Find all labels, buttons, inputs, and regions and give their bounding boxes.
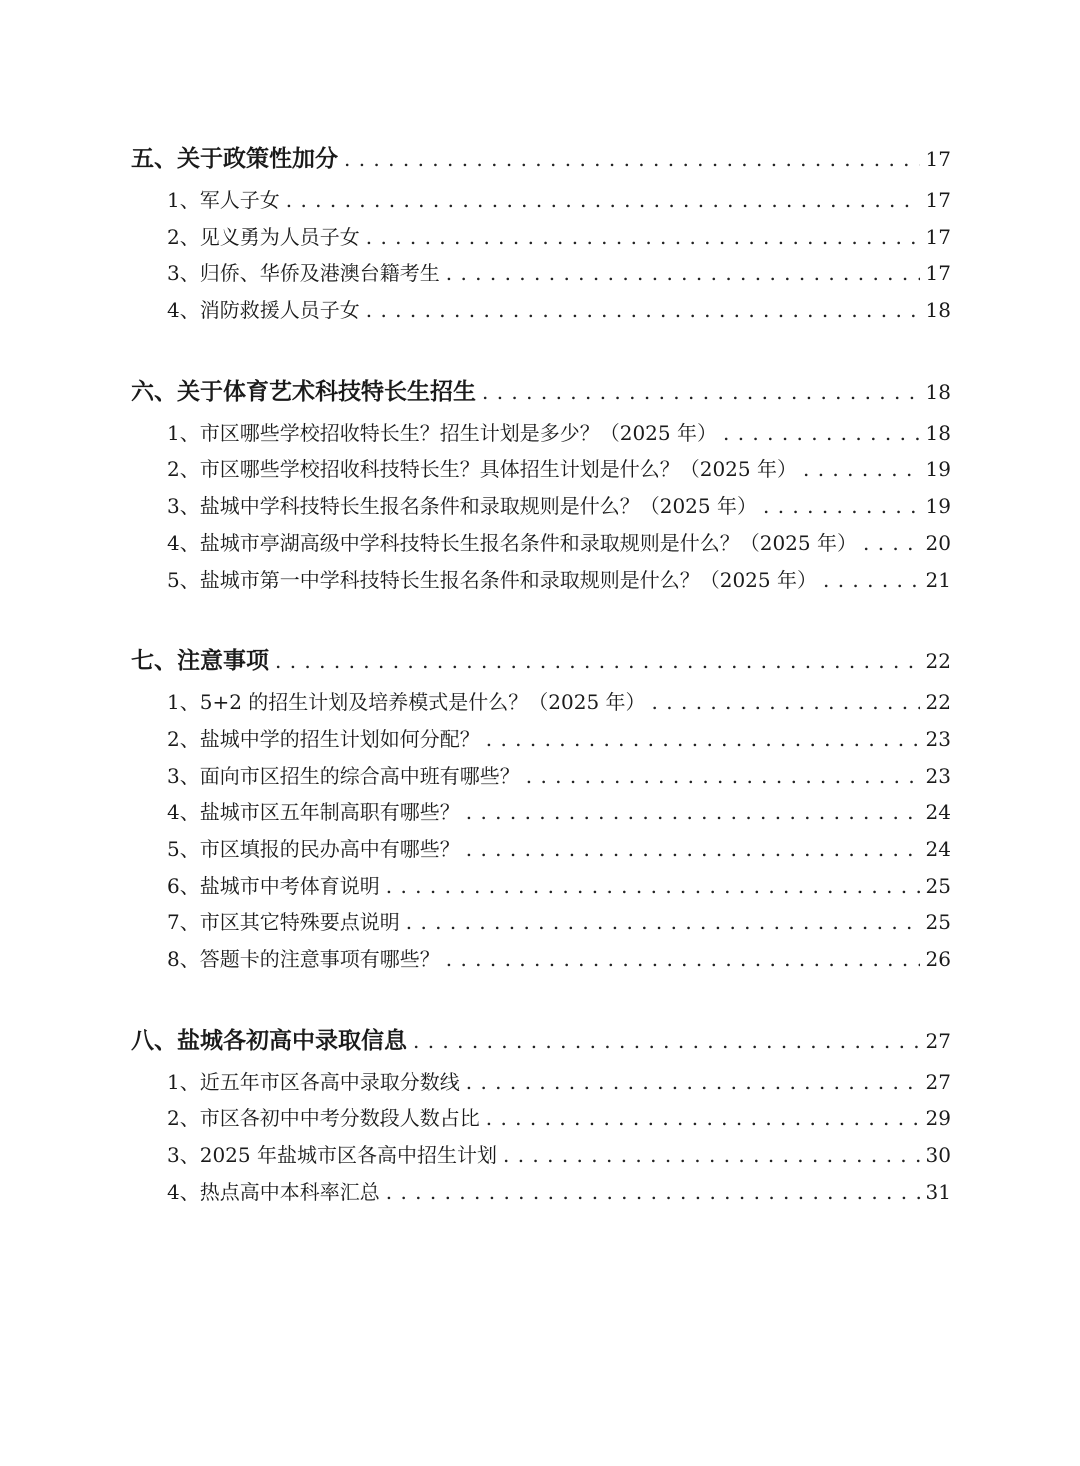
toc-entry[interactable] <box>131 562 951 599</box>
dot-leader <box>386 1174 920 1211</box>
toc-page-number: 27 <box>925 1028 951 1053</box>
toc-entry-title: 4、盐城市区五年制高职有哪些？ <box>167 800 460 825</box>
toc-page-number: 31 <box>925 1179 951 1204</box>
toc-entry-title: 5、市区填报的民办高中有哪些？ <box>167 836 460 861</box>
dot-leader <box>446 255 920 292</box>
toc-entry-title: 4、消防救援人员子女 <box>167 298 360 323</box>
toc-entry-title: 6、盐城市中考体育说明 <box>167 873 380 898</box>
dot-leader <box>413 1018 920 1064</box>
toc-entry[interactable] <box>131 758 951 795</box>
dot-leader <box>466 794 920 831</box>
toc-entry-title: 4、盐城市亭湖高级中学科技特长生报名条件和录取规则是什么？（2025 年） <box>167 530 857 555</box>
toc-entry[interactable] <box>131 219 951 256</box>
dot-leader <box>366 219 920 256</box>
toc-entry[interactable] <box>131 831 951 868</box>
toc-entry-title: 2、市区各初中中考分数段人数占比 <box>167 1106 480 1131</box>
toc-entry[interactable] <box>131 904 951 941</box>
table-of-contents <box>131 136 951 1250</box>
toc-entry[interactable] <box>131 794 951 831</box>
toc-entry[interactable] <box>131 941 951 978</box>
toc-entry[interactable] <box>131 255 951 292</box>
toc-entry-title: 2、盐城中学的招生计划如何分配？ <box>167 726 480 751</box>
toc-page-number: 18 <box>925 420 951 445</box>
dot-leader <box>482 369 920 415</box>
dot-leader <box>286 182 920 219</box>
toc-entry[interactable] <box>131 868 951 905</box>
toc-page-number: 21 <box>925 567 951 592</box>
toc-entry-title: 7、市区其它特殊要点说明 <box>167 910 400 935</box>
dot-leader <box>446 941 920 978</box>
toc-heading[interactable] <box>131 369 951 415</box>
dot-leader <box>763 488 920 525</box>
toc-entry[interactable] <box>131 721 951 758</box>
toc-entry[interactable] <box>131 292 951 329</box>
dot-leader <box>406 904 920 941</box>
toc-entry-title: 1、5+2 的招生计划及培养模式是什么？（2025 年） <box>167 690 646 715</box>
toc-entry-title: 1、市区哪些学校招收特长生？招生计划是多少？（2025 年） <box>167 420 717 445</box>
dot-leader <box>366 292 920 329</box>
dot-leader <box>486 1100 920 1137</box>
toc-page-number: 23 <box>925 763 951 788</box>
toc-page-number: 17 <box>925 147 951 171</box>
toc-entry-title: 3、归侨、华侨及港澳台籍考生 <box>167 261 440 286</box>
dot-leader <box>466 831 920 868</box>
toc-page-number: 26 <box>925 947 951 971</box>
toc-heading-title: 七、注意事项 <box>131 647 269 675</box>
dot-leader <box>466 1064 920 1101</box>
dot-leader <box>486 721 920 758</box>
toc-page-number: 18 <box>925 379 951 404</box>
dot-leader <box>275 638 920 684</box>
toc-heading[interactable] <box>131 1018 951 1064</box>
toc-entry-title: 5、盐城市第一中学科技特长生报名条件和录取规则是什么？（2025 年） <box>167 567 817 592</box>
toc-entry-title: 1、军人子女 <box>167 188 280 212</box>
toc-page-number: 24 <box>925 836 951 861</box>
dot-leader <box>823 562 920 599</box>
toc-entry[interactable] <box>131 488 951 525</box>
dot-leader <box>803 451 920 488</box>
toc-page-number: 24 <box>925 800 951 825</box>
toc-entry-title: 8、答题卡的注意事项有哪些？ <box>167 947 440 971</box>
toc-section <box>131 136 951 329</box>
toc-entry-title: 3、2025 年盐城市区各高中招生计划 <box>167 1143 497 1168</box>
toc-entry[interactable] <box>131 1100 951 1137</box>
toc-entry-title: 2、见义勇为人员子女 <box>167 224 360 249</box>
toc-page-number: 22 <box>925 690 951 715</box>
dot-leader <box>344 136 920 182</box>
toc-entry-title: 1、近五年市区各高中录取分数线 <box>167 1069 460 1094</box>
toc-section <box>131 369 951 598</box>
toc-page-number: 18 <box>925 298 951 323</box>
toc-entry-title: 3、面向市区招生的综合高中班有哪些？ <box>167 763 520 788</box>
toc-heading[interactable] <box>131 638 951 684</box>
toc-entry-title: 2、市区哪些学校招收科技特长生？具体招生计划是什么？（2025 年） <box>167 457 797 482</box>
toc-page-number: 20 <box>925 530 951 555</box>
toc-page-number: 19 <box>925 457 951 482</box>
toc-page-number: 19 <box>925 494 951 519</box>
toc-entry[interactable] <box>131 1137 951 1174</box>
toc-page-number: 30 <box>925 1143 951 1168</box>
toc-page-number: 29 <box>925 1106 951 1131</box>
toc-entry[interactable] <box>131 451 951 488</box>
dot-leader <box>386 868 920 905</box>
toc-entry[interactable] <box>131 525 951 562</box>
toc-page-number: 22 <box>925 649 951 674</box>
dot-leader <box>723 415 920 452</box>
toc-heading-title: 五、关于政策性加分 <box>131 145 338 172</box>
toc-heading[interactable] <box>131 136 951 182</box>
toc-entry[interactable] <box>131 182 951 219</box>
toc-page-number: 25 <box>925 910 951 935</box>
toc-heading-title: 六、关于体育艺术科技特长生招生 <box>131 377 476 405</box>
toc-page-number: 23 <box>925 726 951 751</box>
dot-leader <box>526 758 920 795</box>
toc-entry[interactable] <box>131 1174 951 1211</box>
toc-page-number: 27 <box>925 1069 951 1094</box>
toc-entry[interactable] <box>131 684 951 721</box>
toc-section <box>131 638 951 978</box>
toc-entry-title: 3、盐城中学科技特长生报名条件和录取规则是什么？（2025 年） <box>167 494 757 519</box>
toc-page-number: 17 <box>925 261 951 286</box>
toc-page-number: 17 <box>925 224 951 249</box>
dot-leader <box>652 684 920 721</box>
toc-page-number: 25 <box>925 873 951 898</box>
toc-page-number: 17 <box>925 188 951 212</box>
toc-heading-title: 八、盐城各初高中录取信息 <box>131 1026 407 1054</box>
toc-entry-title: 4、热点高中本科率汇总 <box>167 1179 380 1204</box>
toc-entry[interactable] <box>131 415 951 452</box>
dot-leader <box>863 525 920 562</box>
toc-section <box>131 1018 951 1211</box>
toc-entry[interactable] <box>131 1064 951 1101</box>
dot-leader <box>503 1137 920 1174</box>
